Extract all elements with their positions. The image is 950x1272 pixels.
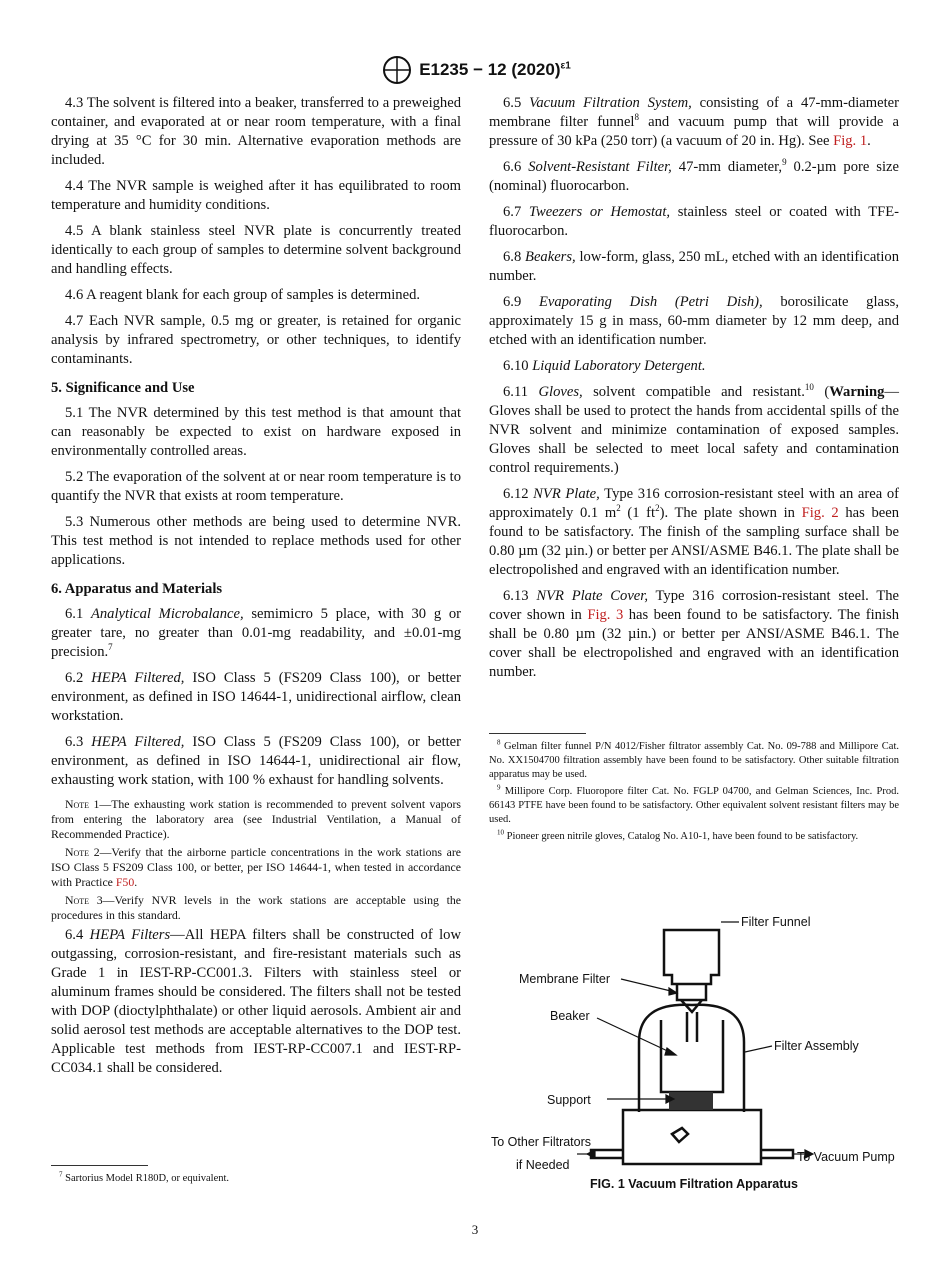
footnote-rule xyxy=(51,1165,148,1166)
paragraph-6-4: 6.4 HEPA Filters—All HEPA filters shall be constructed of low outgassing, corrosion-resistant, and fire-resistant materials such as Grade 1 in IEST-RP-CC001.3. Filters with stainless steel or aluminum frames should be considered. The filters shall not be tested with DOP (dioctylphthalate) or other liquid aerosols. Ambient air and solid aerosol test methods are acceptable alternatives to the DOP test. Applicable test methods from IEST-RP-CC007.1 and IEST-RP-CC034.1 shall be considered. xyxy=(51,927,462,1076)
label-to-vacuum-pump: To Vacuum Pump xyxy=(797,1150,895,1164)
label-beaker: Beaker xyxy=(550,1009,590,1023)
paragraph-4-3: 4.3 The solvent is filtered into a beaker, transferred to a preweighed container, and evaporated at or near room temperature, with a final drying at 35 °C for 30 min. Alternative evaporation methods are included. xyxy=(51,95,461,168)
label-support: Support xyxy=(547,1093,591,1107)
valve-icon xyxy=(672,1128,688,1142)
page-header xyxy=(0,55,950,85)
note-2: Note 2—Verify that the airborne particle concentrations in the work stations are ISO Class 5 FS209 Class 100, or better, per ISO 14644-1, when tested in accordance with Practice F50. xyxy=(51,845,462,889)
paragraph-4-6: 4.6 A reagent blank for each group of samples is determined. xyxy=(65,287,421,303)
figure-1-caption: FIG. 1 Vacuum Filtration Apparatus xyxy=(590,1177,798,1191)
page-number: 3 xyxy=(471,1222,479,1237)
footnote-rule-right xyxy=(489,733,586,734)
note-1: Note 1—The exhausting work station is recommended to prevent solvent vapors from entering the laboratory area (see Industrial Ventilation, a Manual of Recommended Practice). xyxy=(51,797,461,841)
paragraph-6-11: 6.11 Gloves, solvent compatible and resistant.$^{10}$ (Warning—Gloves shall be used to protect the hands from accidental spills of the NVR solvent and minimize contamination of exposed samples. Gloves shall be selected to meet local safety and contamination control requirements.) xyxy=(489,382,899,476)
footnote-7: $^7$ Sartorius Model R180D, or equivalent. xyxy=(59,1170,230,1184)
right-column xyxy=(489,94,899,847)
footnote-10: $^{10}$ Pioneer green nitrile gloves, Catalog No. A10-1, have been found to be satisfactory. xyxy=(497,828,859,842)
vacuum-filtration-figure xyxy=(489,902,899,1202)
paragraph-6-3: 6.3 HEPA Filtered, ISO Class 5 (FS209 Class 100), or better environment, as defined in ISO 14644-1, unidirectional air flow, exhausting work station, with 100 % exhaust for handling solvents. xyxy=(51,734,462,788)
label-to-other-filtrators: To Other Filtrators xyxy=(491,1135,592,1149)
practice-f50-link[interactable]: F50 xyxy=(115,875,135,889)
beaker-shape xyxy=(661,1020,723,1092)
section-6-heading: 6. Apparatus and Materials xyxy=(51,581,223,597)
fig-1-link[interactable]: Fig. 1 xyxy=(833,133,868,149)
paragraph-6-10: 6.10 Liquid Laboratory Detergent. xyxy=(503,358,706,374)
left-footnotes xyxy=(51,1165,461,1189)
left-column xyxy=(51,94,461,1085)
fig-3-link[interactable]: Fig. 3 xyxy=(587,607,624,623)
label-membrane-filter: Membrane Filter xyxy=(519,972,610,986)
paragraph-6-5: 6.5 Vacuum Filtration System, consisting of a 47-mm-diameter membrane filter funnel$^8$ and vacuum pump that will provide a pressure of 30 kPa (250 torr) (a vacuum of 20 in. Hg). See Fig. 1. xyxy=(489,95,900,149)
paragraph-6-13: 6.13 NVR Plate Cover, Type 316 corrosion-resistant steel. The cover shown in Fig. 3 has been found to be satisfactory. The finish shall be 0.80 µm (32 µin.) or better per ANSI/ASME B46.1. The cover shall be electropolished and engraved with an identification number. xyxy=(489,588,900,680)
label-filter-funnel: Filter Funnel xyxy=(741,915,811,929)
paragraph-4-4: 4.4 The NVR sample is weighed after it has equilibrated to room temperature and humidity conditions. xyxy=(51,178,461,213)
support-shape xyxy=(669,1092,713,1110)
paragraph-5-2: 5.2 The evaporation of the solvent at or near room temperature is to quantify the NVR that exists at room temperature. xyxy=(51,469,461,504)
paragraph-6-2: 6.2 HEPA Filtered, ISO Class 5 (FS209 Class 100), or better environment, as defined in ISO 14644-1, unidirectional airflow, clean workstation. xyxy=(51,670,462,724)
paragraph-6-6: 6.6 Solvent-Resistant Filter, 47-mm diameter,$^9$ 0.2-µm pore size (nominal) fluorocarbon. xyxy=(489,157,899,194)
base-shape xyxy=(623,1110,761,1164)
footnote-9: $^9$ Millipore Corp. Fluoropore filter Cat. No. FGLP 04700, and Gelman Sciences, Inc. Prod. 66143 PTFE have been found to be satisfactory. Other equivalent solvent resistant filters may be used. xyxy=(489,783,899,825)
paragraph-6-12: 6.12 NVR Plate, Type 316 corrosion-resistant steel with an area of approximately 0.1 $m^2$ (1 $ft^2$). The plate shown in Fig. 2 has been found to be satisfactory. The finish of the sampling surface shall be 0.80 µm (32 µin.) or better per ANSI/ASME B46.1. The plate shall be electropolished and engraved with an identification number. xyxy=(489,486,900,578)
document-title: E1235 − 12 $(2020)^{\varepsilon 1}$ xyxy=(419,60,571,79)
footnote-8: $^8$ Gelman filter funnel P/N 4012/Fisher filtrator assembly Cat. No. 09-788 and Millipore Cat. No. XX1504700 filtration assembly have been found to be satisfactory. Other suitable filtration apparatus may be used. xyxy=(489,738,899,780)
paragraph-4-5: 4.5 A blank stainless steel NVR plate is concurrently treated identically to each group of samples to determine solvent background and handling effects. xyxy=(51,223,461,277)
funnel-neck-shape xyxy=(677,984,706,1000)
filter-funnel-shape xyxy=(664,930,719,984)
paragraph-5-3: 5.3 Numerous other methods are being used to determine NVR. This test method is not intended to replace methods used for other applications. xyxy=(51,514,461,568)
paragraph-6-1: 6.1 Analytical Microbalance, semimicro 5 place, with 30 g or greater tare, no greater than 0.01-mg readability, and ±0.01-mg precision.$^7$ xyxy=(51,606,461,660)
fig-2-link[interactable]: Fig. 2 xyxy=(801,505,839,521)
label-if-needed: if Needed xyxy=(516,1158,570,1172)
astm-logo-icon xyxy=(379,55,415,85)
section-5-heading: 5. Significance and Use xyxy=(51,380,195,396)
paragraph-6-8: 6.8 Beakers, low-form, glass, 250 mL, etched with an identification number. xyxy=(489,249,900,284)
filtration-apparatus-diagram xyxy=(489,902,899,1172)
paragraph-6-9: 6.9 Evaporating Dish (Petri Dish), borosilicate glass, approximately 15 g in mass, 60-mm diameter by 12 mm deep, and etched with an identification number. xyxy=(489,294,899,348)
label-filter-assembly: Filter Assembly xyxy=(774,1039,859,1053)
note-3: Note 3—Verify NVR levels in the work stations are acceptable using the procedures in this standard. xyxy=(51,893,462,922)
paragraph-4-7: 4.7 Each NVR sample, 0.5 mg or greater, is retained for organic analysis by infrared spectrometry, or other techniques, to identify contaminants. xyxy=(51,313,461,367)
paragraph-6-7: 6.7 Tweezers or Hemostat, stainless steel or coated with TFE-fluorocarbon. xyxy=(489,204,899,239)
paragraph-5-1: 5.1 The NVR determined by this test method is that amount that can reasonably be expected to exist on hardware exposed in environmentally controlled areas. xyxy=(51,405,461,459)
